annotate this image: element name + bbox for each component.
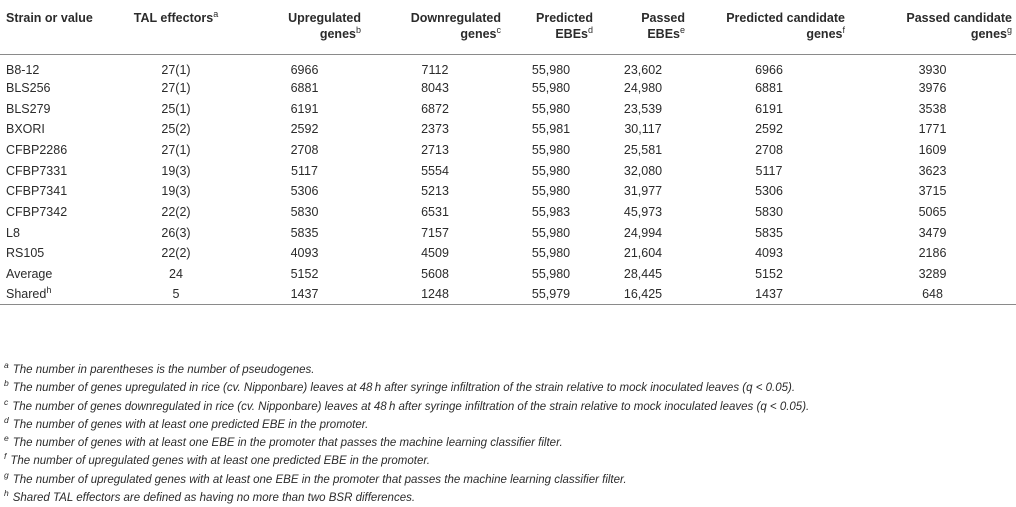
cell-tal-effectors: 22(2) — [161, 204, 191, 219]
footnote — [4, 452, 1012, 470]
cell-predicted-candidate-genes: 6881 — [755, 80, 783, 95]
footnote-mark: b — [4, 378, 9, 389]
cell-predicted-candidate-genes: 5306 — [755, 184, 783, 199]
footnote-marker: a — [213, 9, 219, 19]
cell-downregulated: 1248 — [421, 287, 449, 302]
cell-passed-ebes: 21,604 — [623, 246, 663, 261]
footnote-text: The number of genes upregulated in rice (cv. Nipponbare) leaves at 48 h after syringe infiltration of the strain relative to mock inoculated leaves (q < 0.05). — [12, 382, 796, 395]
cell-predicted-candidate-genes: 5830 — [755, 204, 783, 219]
cell-upregulated: 5152 — [290, 267, 319, 282]
cell-predicted-ebes: 55,981 — [531, 122, 571, 137]
cell-upregulated: 5117 — [291, 163, 318, 178]
cell-predicted-candidate-genes: 4093 — [755, 246, 783, 261]
cell-passed-ebes: 30,117 — [624, 122, 662, 137]
cell-predicted-ebes: 55,983 — [531, 204, 571, 219]
table-row — [0, 242, 1016, 263]
cell-passed-candidate-genes: 3976 — [918, 80, 947, 95]
header-upregulated: Upregulated genes$^b$ — [288, 11, 361, 41]
cell-predicted-ebes: 55,979 — [531, 287, 571, 302]
cell-strain: B8-12 — [6, 62, 40, 77]
cell-passed-ebes: 23,539 — [623, 101, 663, 116]
cell-downregulated: 4509 — [421, 246, 449, 261]
cell-passed-candidate-genes: 648 — [922, 287, 943, 302]
table-row — [0, 159, 1016, 180]
footnote — [4, 361, 1012, 379]
header-passed-candidate-genes: Passed candidate genes$^g$ — [906, 11, 1012, 41]
cell-passed-candidate-genes: 3479 — [918, 225, 947, 240]
cell-passed-candidate-genes: 5065 — [918, 204, 947, 219]
cell-downregulated: 2713 — [421, 142, 449, 157]
footnote-text: The number of genes with at least one EBE in the promoter that passes the machine learning classifier filter. — [12, 437, 563, 450]
footnote — [4, 489, 1012, 507]
table-row — [0, 201, 1016, 222]
footnote-marker: e — [679, 25, 685, 35]
cell-passed-ebes: 16,425 — [623, 287, 663, 302]
footnote — [4, 471, 1012, 489]
cell-tal-effectors: 25(1) — [161, 101, 191, 116]
cell-predicted-candidate-genes: 5835 — [755, 225, 783, 240]
cell-predicted-ebes: 55,980 — [531, 62, 571, 77]
cell-tal-effectors: 22(2) — [161, 246, 191, 261]
cell-downregulated: 6531 — [421, 204, 449, 219]
cell-predicted-ebes: 55,980 — [531, 163, 571, 178]
footnote-marker: h — [46, 285, 52, 296]
footnote-marker: f — [842, 25, 845, 35]
cell-predicted-candidate-genes: 6191 — [755, 101, 783, 116]
cell-tal-effectors: 27(1) — [161, 80, 191, 95]
cell-downregulated: 8043 — [421, 80, 449, 95]
table-header — [0, 0, 1016, 54]
cell-upregulated: 6191 — [290, 101, 319, 116]
cell-downregulated: 5608 — [421, 267, 449, 282]
cell-upregulated: 5306 — [290, 184, 319, 199]
cell-strain: CFBP7331 — [6, 163, 68, 178]
cell-passed-ebes: 28,445 — [623, 267, 663, 282]
cell-strain: CFBP2286 — [6, 142, 68, 157]
cell-predicted-candidate-genes: 5117 — [755, 163, 783, 178]
cell-passed-candidate-genes: 3538 — [918, 101, 947, 116]
footnote-text: Shared TAL effectors are defined as having no more than two BSR differences. — [12, 492, 416, 505]
table-body — [0, 54, 1016, 304]
table-row — [0, 139, 1016, 160]
cell-predicted-ebes: 55,980 — [531, 142, 571, 157]
cell-upregulated: 4093 — [290, 246, 319, 261]
footnote-marker: g — [1006, 25, 1012, 35]
footnote-marker: d — [587, 25, 593, 35]
cell-predicted-candidate-genes: 6966 — [755, 62, 783, 77]
footnote-mark: f — [4, 451, 7, 462]
cell-strain: Shared$^h$ — [6, 285, 52, 302]
cell-tal-effectors: 19(3) — [161, 184, 191, 199]
header-predicted-candidate-genes: Predicted candidate genes$^f$ — [726, 11, 845, 41]
table-row — [0, 118, 1016, 139]
cell-downregulated: 2373 — [421, 122, 449, 137]
cell-downregulated: 5213 — [421, 184, 449, 199]
footnotes — [4, 361, 1012, 507]
cell-downregulated: 5554 — [421, 163, 449, 178]
cell-strain: BLS279 — [6, 101, 51, 116]
footnote — [4, 398, 1012, 416]
cell-predicted-ebes: 55,980 — [531, 184, 571, 199]
footnote-marker: b — [355, 25, 361, 35]
cell-passed-ebes: 24,994 — [623, 225, 663, 240]
cell-strain: BXORI — [6, 122, 45, 137]
cell-predicted-ebes: 55,980 — [531, 246, 571, 261]
cell-strain: CFBP7342 — [6, 204, 68, 219]
table-row — [0, 77, 1016, 98]
cell-strain: Average — [6, 267, 53, 282]
cell-predicted-ebes: 55,980 — [531, 267, 571, 282]
cell-passed-candidate-genes: 1609 — [918, 142, 947, 157]
cell-passed-ebes: 32,080 — [623, 163, 663, 178]
cell-predicted-candidate-genes: 5152 — [755, 267, 783, 282]
footnote-marker: c — [496, 25, 501, 35]
cell-downregulated: 7112 — [421, 62, 449, 77]
cell-tal-effectors: 26(3) — [161, 225, 191, 240]
footnote-mark: e — [4, 433, 9, 444]
cell-upregulated: 6881 — [290, 80, 319, 95]
cell-predicted-candidate-genes: 2592 — [755, 122, 783, 137]
footnote-mark: c — [4, 396, 9, 407]
cell-tal-effectors: 5 — [172, 287, 180, 302]
cell-tal-effectors: 24 — [169, 267, 183, 282]
footnote-text: The number of upregulated genes with at least one predicted EBE in the promoter. — [10, 455, 430, 468]
cell-predicted-ebes: 55,980 — [531, 225, 571, 240]
footnote — [4, 416, 1012, 434]
cell-strain: CFBP7341 — [6, 184, 68, 199]
cell-upregulated: 6966 — [290, 62, 319, 77]
header-tal-effectors: TAL effectors$^a$ — [133, 9, 219, 25]
cell-passed-candidate-genes: 1771 — [918, 122, 947, 137]
cell-passed-candidate-genes: 2186 — [918, 246, 947, 261]
cell-passed-candidate-genes: 3289 — [918, 267, 947, 282]
table-row — [0, 180, 1016, 201]
cell-predicted-candidate-genes: 1437 — [755, 287, 783, 302]
footnote — [4, 434, 1012, 452]
cell-upregulated: 2592 — [290, 122, 319, 137]
footnote-text: The number of genes with at least one predicted EBE in the promoter. — [12, 418, 369, 431]
cell-downregulated: 6872 — [421, 101, 449, 116]
footnote-mark: a — [4, 360, 9, 370]
header-downregulated: Downregulated genes$^c$ — [410, 11, 501, 41]
cell-predicted-ebes: 55,980 — [531, 80, 571, 95]
footnote-mark: h — [4, 488, 9, 499]
footnote-text: The number of genes downregulated in rice (cv. Nipponbare) leaves at 48 h after syringe infiltration of the strain relative to mock inoculated leaves (q < 0.05). — [12, 400, 810, 413]
cell-tal-effectors: 25(2) — [161, 122, 191, 137]
cell-upregulated: 2708 — [290, 142, 319, 157]
header-passed-ebes: Passed EBEs$^e$ — [641, 11, 685, 41]
footnote — [4, 379, 1012, 397]
footnote-mark: g — [4, 469, 9, 480]
cell-strain: L8 — [6, 225, 20, 240]
header-row — [0, 0, 1016, 54]
cell-passed-ebes: 25,581 — [623, 142, 663, 157]
cell-passed-candidate-genes: 3715 — [918, 184, 947, 199]
cell-predicted-ebes: 55,980 — [531, 101, 571, 116]
cell-passed-ebes: 24,980 — [623, 80, 663, 95]
table-row — [0, 283, 1016, 304]
cell-tal-effectors: 19(3) — [161, 163, 191, 178]
cell-strain: BLS256 — [6, 80, 51, 95]
cell-strain: RS105 — [6, 246, 45, 261]
table-row — [0, 221, 1016, 242]
header-strain: Strain or value — [6, 11, 93, 25]
cell-passed-candidate-genes: 3623 — [918, 163, 947, 178]
header-predicted-ebes: Predicted EBEs$^d$ — [536, 11, 593, 41]
footnote-text: The number in parentheses is the number of pseudogenes. — [12, 364, 315, 376]
cell-tal-effectors: 27(1) — [161, 62, 191, 77]
cell-downregulated: 7157 — [421, 225, 449, 240]
cell-passed-ebes: 45,973 — [623, 204, 663, 219]
cell-predicted-candidate-genes: 2708 — [755, 142, 783, 157]
cell-passed-ebes: 23,602 — [623, 62, 663, 77]
footnote-mark: d — [4, 414, 9, 425]
cell-upregulated: 1437 — [290, 287, 319, 302]
table-row — [0, 263, 1016, 284]
cell-upregulated: 5830 — [290, 204, 319, 219]
table-row — [0, 54, 1016, 77]
table-row — [0, 97, 1016, 118]
footnote-text: The number of upregulated genes with at least one EBE in the promoter that passes the machine learning classifier filter. — [12, 473, 627, 486]
cell-passed-candidate-genes: 3930 — [918, 62, 947, 77]
cell-tal-effectors: 27(1) — [161, 142, 191, 157]
cell-passed-ebes: 31,977 — [623, 184, 663, 199]
cell-upregulated: 5835 — [290, 225, 319, 240]
